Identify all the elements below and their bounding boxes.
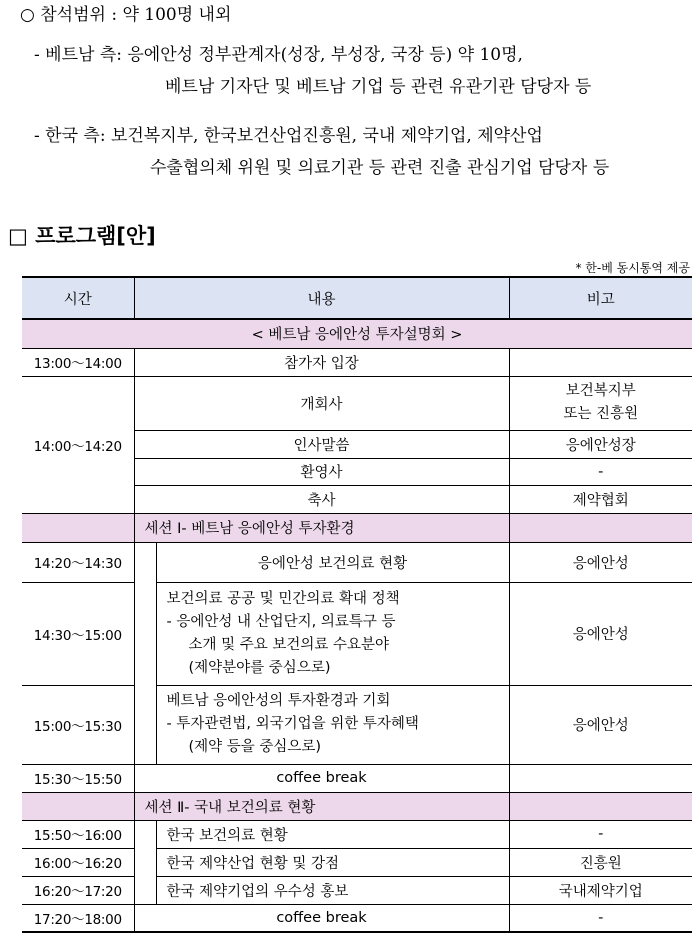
- content-line: (제약 등을 중심으로): [188, 739, 322, 755]
- row-content: 인사말씀: [134, 430, 509, 458]
- session1-remarks-blank: [509, 513, 692, 542]
- session1-row: [22, 513, 692, 542]
- row-content: 한국 제약산업 현황 및 강점: [156, 848, 509, 876]
- row-time: 13:00～14:00: [22, 348, 134, 376]
- korea-side-line1: - 한국 측: 보건복지부, 한국보건산업진흥원, 국내 제약기업, 제약산업: [34, 126, 543, 146]
- row-time: 15:00～15:30: [22, 685, 134, 764]
- header-content: 내용: [134, 277, 509, 319]
- row-time: 14:20～14:30: [22, 542, 134, 582]
- table-row: [22, 764, 692, 792]
- session2-time-blank: [22, 792, 134, 820]
- remarks-line: 보건복지부: [565, 383, 636, 399]
- program-table: [22, 276, 692, 933]
- row-remarks: 응에안성: [509, 542, 692, 582]
- row-remarks: [509, 376, 692, 430]
- row-remarks: [509, 764, 692, 792]
- content-line: - 투자관련법, 외국기업을 위한 투자혜택: [166, 716, 419, 732]
- row-time: 16:20～17:20: [22, 876, 134, 904]
- content-line: (제약분야를 중심으로): [188, 659, 331, 676]
- korea-side-line2: 수출협의체 위원 및 의료기관 등 관련 진출 관심기업 담당자 등: [150, 158, 610, 178]
- table-row: [22, 876, 692, 904]
- session2-indent: [134, 820, 156, 904]
- row-time: 15:30～15:50: [22, 764, 134, 792]
- table-row: [22, 820, 692, 848]
- row-content: 응에안성 보건의료 현황: [156, 542, 509, 582]
- banner-title: < 베트남 응에안성 투자설명회 >: [22, 319, 692, 348]
- row-time: 15:50～16:00: [22, 820, 134, 848]
- row-time: 14:00～14:20: [22, 376, 134, 513]
- table-row: [22, 848, 692, 876]
- session2-row: [22, 792, 692, 820]
- row-content: 한국 제약기업의 우수성 홍보: [156, 876, 509, 904]
- table-row: [22, 904, 692, 932]
- row-content: [156, 685, 509, 764]
- row-remarks: 응에안성: [509, 685, 692, 764]
- interpretation-note: * 한-베 동시통역 제공: [575, 261, 690, 275]
- table-row: [22, 348, 692, 376]
- row-time: 16:00～16:20: [22, 848, 134, 876]
- vietnam-side-line1: - 베트남 측: 응에안성 정부관계자(성장, 부성장, 국장 등) 약 10명,: [34, 45, 523, 65]
- content-line: 소개 및 주요 보건의료 수요분야: [188, 636, 390, 653]
- row-content: [156, 582, 509, 685]
- table-row: [22, 685, 692, 764]
- row-remarks: 진흥원: [509, 848, 692, 876]
- row-remarks: -: [509, 904, 692, 932]
- session2-title: 세션 Ⅱ- 국내 보건의료 현황: [134, 792, 509, 820]
- attendance-scope: ○ 참석범위 : 약 100명 내외: [20, 5, 232, 25]
- row-content: coffee break: [134, 764, 509, 792]
- row-remarks: -: [509, 458, 692, 485]
- session1-title: 세션 Ⅰ- 베트남 응에안성 투자환경: [134, 513, 509, 542]
- row-content: 참가자 입장: [134, 348, 509, 376]
- table-header-row: [22, 277, 692, 319]
- vietnam-side-line2: 베트남 기자단 및 베트남 기업 등 관련 유관기관 담당자 등: [165, 77, 592, 97]
- row-remarks: 제약협회: [509, 485, 692, 513]
- row-time: 17:20～18:00: [22, 904, 134, 932]
- session1-time-blank: [22, 513, 134, 542]
- row-remarks: 응에안성장: [509, 430, 692, 458]
- table-row: [22, 542, 692, 582]
- row-remarks: 응에안성: [509, 582, 692, 685]
- content-line: 보건의료 공공 및 민간의료 확대 정책: [166, 590, 400, 607]
- session2-remarks-blank: [509, 792, 692, 820]
- row-content: 개회사: [134, 376, 509, 430]
- header-time: 시간: [22, 277, 134, 319]
- row-remarks: [509, 348, 692, 376]
- content-line: 베트남 응에안성의 투자환경과 기회: [166, 693, 391, 709]
- row-time: 14:30～15:00: [22, 582, 134, 685]
- table-row: [22, 376, 692, 430]
- content-line: - 응에안성 내 산업단지, 의료특구 등: [166, 613, 396, 630]
- row-remarks: -: [509, 820, 692, 848]
- banner-row: [22, 319, 692, 348]
- row-content: 축사: [134, 485, 509, 513]
- row-remarks: 국내제약기업: [509, 876, 692, 904]
- program-title: □ 프로그램[안]: [8, 224, 156, 248]
- row-content: coffee break: [134, 904, 509, 932]
- header-remarks: 비고: [509, 277, 692, 319]
- row-content: 한국 보건의료 현황: [156, 820, 509, 848]
- session1-indent: [134, 542, 156, 764]
- table-row: [22, 582, 692, 685]
- remarks-line: 또는 진흥원: [563, 406, 639, 422]
- row-content: 환영사: [134, 458, 509, 485]
